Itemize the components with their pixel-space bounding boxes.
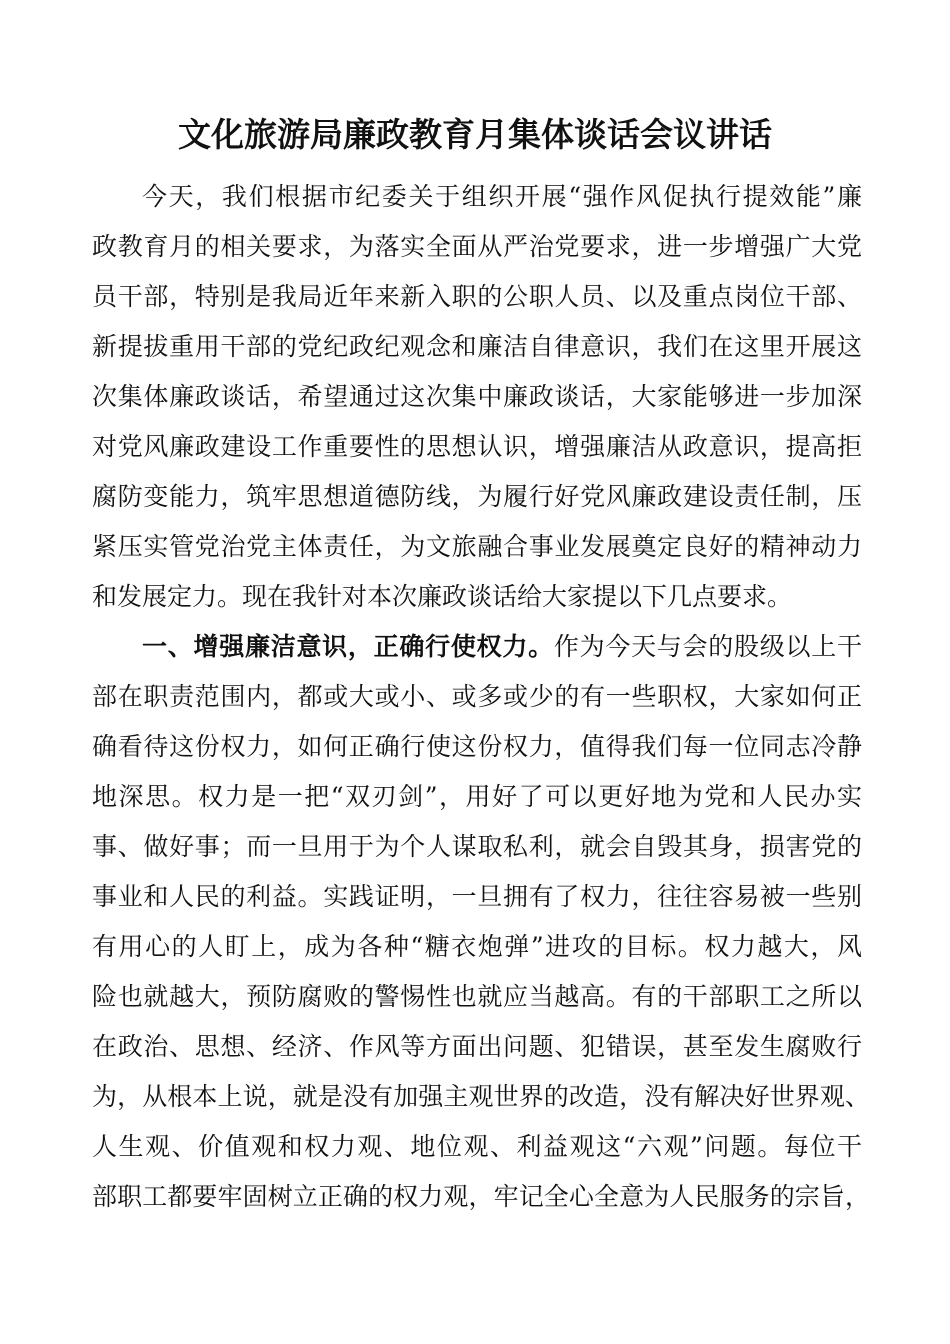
paragraph-1-line: 紧压实管党治党主体责任，为文旅融合事业发展奠定良好的精神动力 [92, 532, 862, 561]
paragraph-2-line: 在政治、思想、经济、作风等方面出问题、犯错误，甚至发生腐败行 [92, 1032, 862, 1061]
paragraph-1-line: 对党风廉政建设工作重要性的思想认识，增强廉洁从政意识，提高拒 [92, 432, 862, 461]
paragraph-1-line: 员干部，特别是我局近年来新入职的公职人员、以及重点岗位干部、 [92, 282, 862, 311]
paragraph-2-line: 为，从根本上说，就是没有加强主观世界的改造，没有解决好世界观、 [92, 1082, 870, 1111]
paragraph-2-line: 有用心的人盯上，成为各种“糖衣炮弹”进攻的目标。权力越大，风 [92, 932, 862, 961]
paragraph-2-line: 事业和人民的利益。实践证明，一旦拥有了权力，往往容易被一些别 [92, 882, 862, 911]
paragraph-2-line: 险也就越大，预防腐败的警惕性也就应当越高。有的干部职工之所以 [92, 982, 862, 1011]
paragraph-1-line: 腐防变能力，筑牢思想道德防线，为履行好党风廉政建设责任制，压 [92, 482, 862, 511]
paragraph-2-text: 作为今天与会的股级以上干 [553, 632, 862, 661]
paragraph-2-line: 部职工都要牢固树立正确的权力观，牢记全心全意为人民服务的宗旨， [92, 1182, 870, 1211]
section-heading: 一、增强廉洁意识，正确行使权力。 [142, 632, 554, 661]
paragraph-1-line: 今天，我们根据市纪委关于组织开展“强作风促执行提效能”廉 [142, 182, 862, 211]
paragraph-2-line: 地深思。权力是一把“双刃剑”，用好了可以更好地为党和人民办实 [92, 782, 862, 811]
document-title: 文化旅游局廉政教育月集体谈话会议讲话 [178, 115, 772, 154]
paragraph-2-line: 确看待这份权力，如何正确行使这份权力，值得我们每一位同志冷静 [92, 732, 862, 761]
paragraph-1-line: 政教育月的相关要求，为落实全面从严治党要求，进一步增强广大党 [92, 232, 862, 261]
paragraph-1-line: 和发展定力。现在我针对本次廉政谈话给大家提以下几点要求。 [92, 582, 793, 611]
paragraph-2-line: 人生观、价值观和权力观、地位观、利益观这“六观”问题。每位干 [92, 1132, 862, 1161]
paragraph-1-line: 新提拔重用干部的党纪政纪观念和廉洁自律意识，我们在这里开展这 [92, 332, 862, 361]
paragraph-1-line: 次集体廉政谈话，希望通过这次集中廉政谈话，大家能够进一步加深 [92, 382, 862, 411]
paragraph-2-line: 部在职责范围内，都或大或小、或多或少的有一些职权，大家如何正 [92, 682, 862, 711]
paragraph-2-line: 事、做好事；而一旦用于为个人谋取私利，就会自毁其身，损害党的 [92, 832, 862, 861]
paragraph-2-first-line [142, 622, 862, 672]
